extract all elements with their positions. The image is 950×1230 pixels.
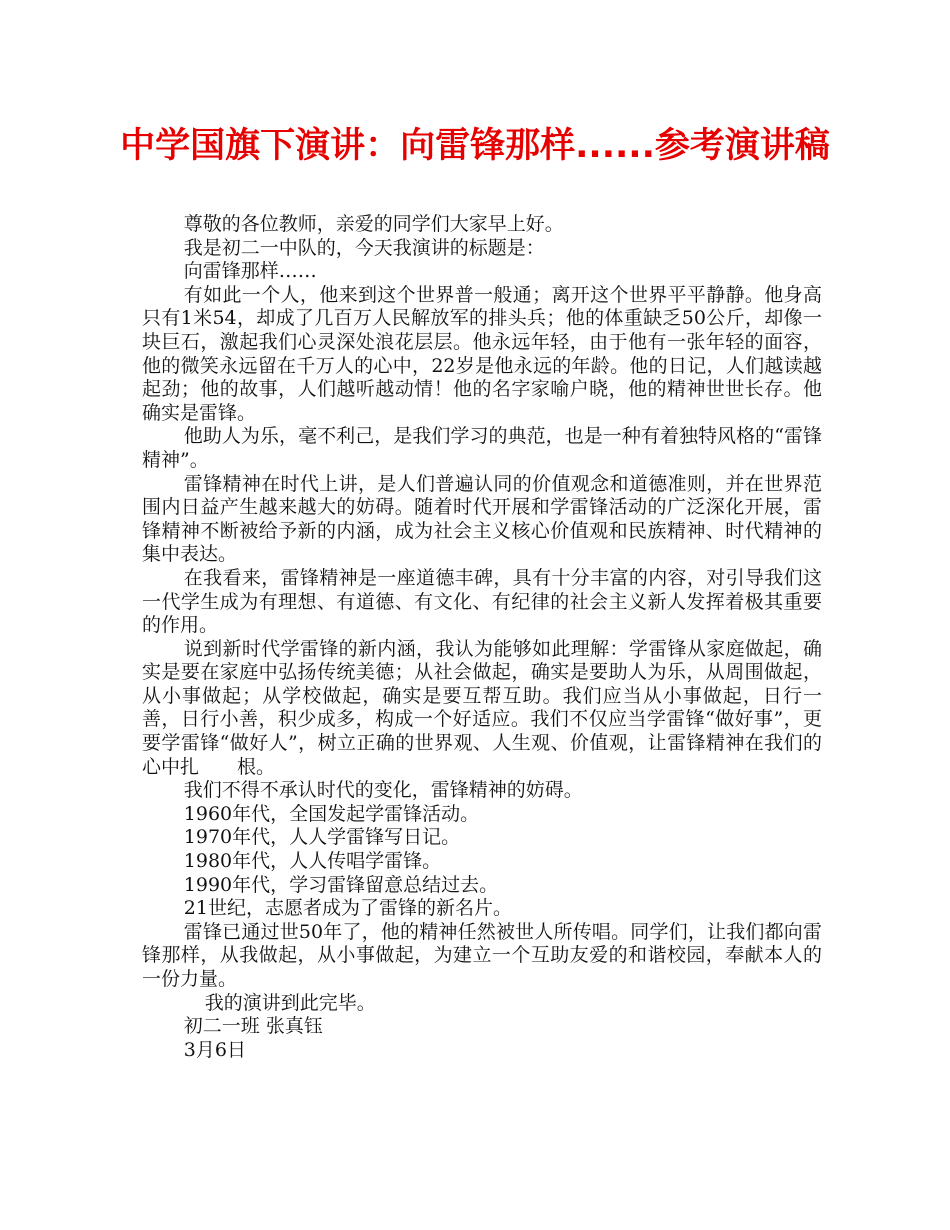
paragraph-leifeng-description: 有如此一个人，他来到这个世界普一般通；离开这个世界平平静静。他身高只有1米54，却成了几百万人民解放军的排头兵；他的体重缺乏50公斤，却像一块巨石，激起我们心灵深处浪花层层。他永远年轻，由于他有一张年轻的面容，他的微笑永远留在千万人的心中，22岁是他永远的年龄。他的日记，人们越读越起劲；他的故事，人们越听越动情！他的名字家喻户晓，他的精神世世长存。他确实是雷锋。 [142,283,822,424]
paragraph-topic: 向雷锋那样…… [183,260,317,283]
paragraph-new-meaning: 说到新时代学雷锋的新内涵，我认为能够如此理解：学雷锋从家庭做起，确实是要在家庭中弘扬传统美德；从社会做起，确实是要助人为乐，从周围做起，从小事做起；从学校做起，确实是要互帮互助。我们应当从小事做起，日行一善，日行小善，积少成多，构成一个好适应。我们不仅应当学雷锋“做好事”，更要学雷锋“做好人”，树立正确的世界观、人生观、价值观，让雷锋精神在我们的心中扎 根。 [142,637,822,778]
closing-line: 我的演讲到此完毕。 [204,991,376,1014]
paragraph-era-values: 雷锋精神在时代上讲，是人们普遍认同的价值观念和道德准则，并在世界范围内日益产生越来越大的妨碍。随着时代开展和学雷锋活动的广泛深化开展，雷锋精神不断被给予新的内涵，成为社会主义核心价值观和民族精神、时代精神的集中表达。 [142,472,822,566]
paragraph-intro: 我是初二一中队的，今天我演讲的标题是： [183,236,545,259]
paragraph-1970s: 1970年代，人人学雷锋写日记。 [183,826,461,849]
document-body [142,213,822,1062]
paragraph-1960s: 1960年代，全国发起学雷锋活动。 [183,802,480,825]
paragraph-greeting: 尊敬的各位教师，亲爱的同学们大家早上好。 [183,213,564,235]
paragraph-1990s: 1990年代，学习雷锋留意总结过去。 [183,873,499,896]
paragraph-leifeng-spirit: 他助人为乐，毫不利己，是我们学习的典范，也是一种有着独特风格的“雷锋精神”。 [142,425,822,471]
signature-class: 初二一班 张真钰 [183,1015,323,1038]
paragraph-1980s: 1980年代，人人传唱学雷锋。 [183,850,442,873]
paragraph-21st-century: 21世纪，志愿者成为了雷锋的新名片。 [183,897,512,920]
document-title: 中学国旗下演讲：向雷锋那样......参考演讲稿 [120,126,830,166]
paragraph-conclusion: 雷锋已通过世50年了，他的精神任然被世人所传唱。同学们，让我们都向雷锋那样，从我做起，从小事做起，为建立一个互助友爱的和谐校园，奉献本人的一份力量。 [142,920,822,990]
paragraph-era-change: 我们不得不承认时代的变化，雷锋精神的妨碍。 [183,779,583,802]
signature-date: 3月6日 [183,1038,246,1061]
paragraph-moral-monument: 在我看来，雷锋精神是一座道德丰碑，具有十分丰富的内容，对引导我们这一代学生成为有理想、有道德、有文化、有纪律的社会主义新人发挥着极其重要的作用。 [142,566,822,637]
